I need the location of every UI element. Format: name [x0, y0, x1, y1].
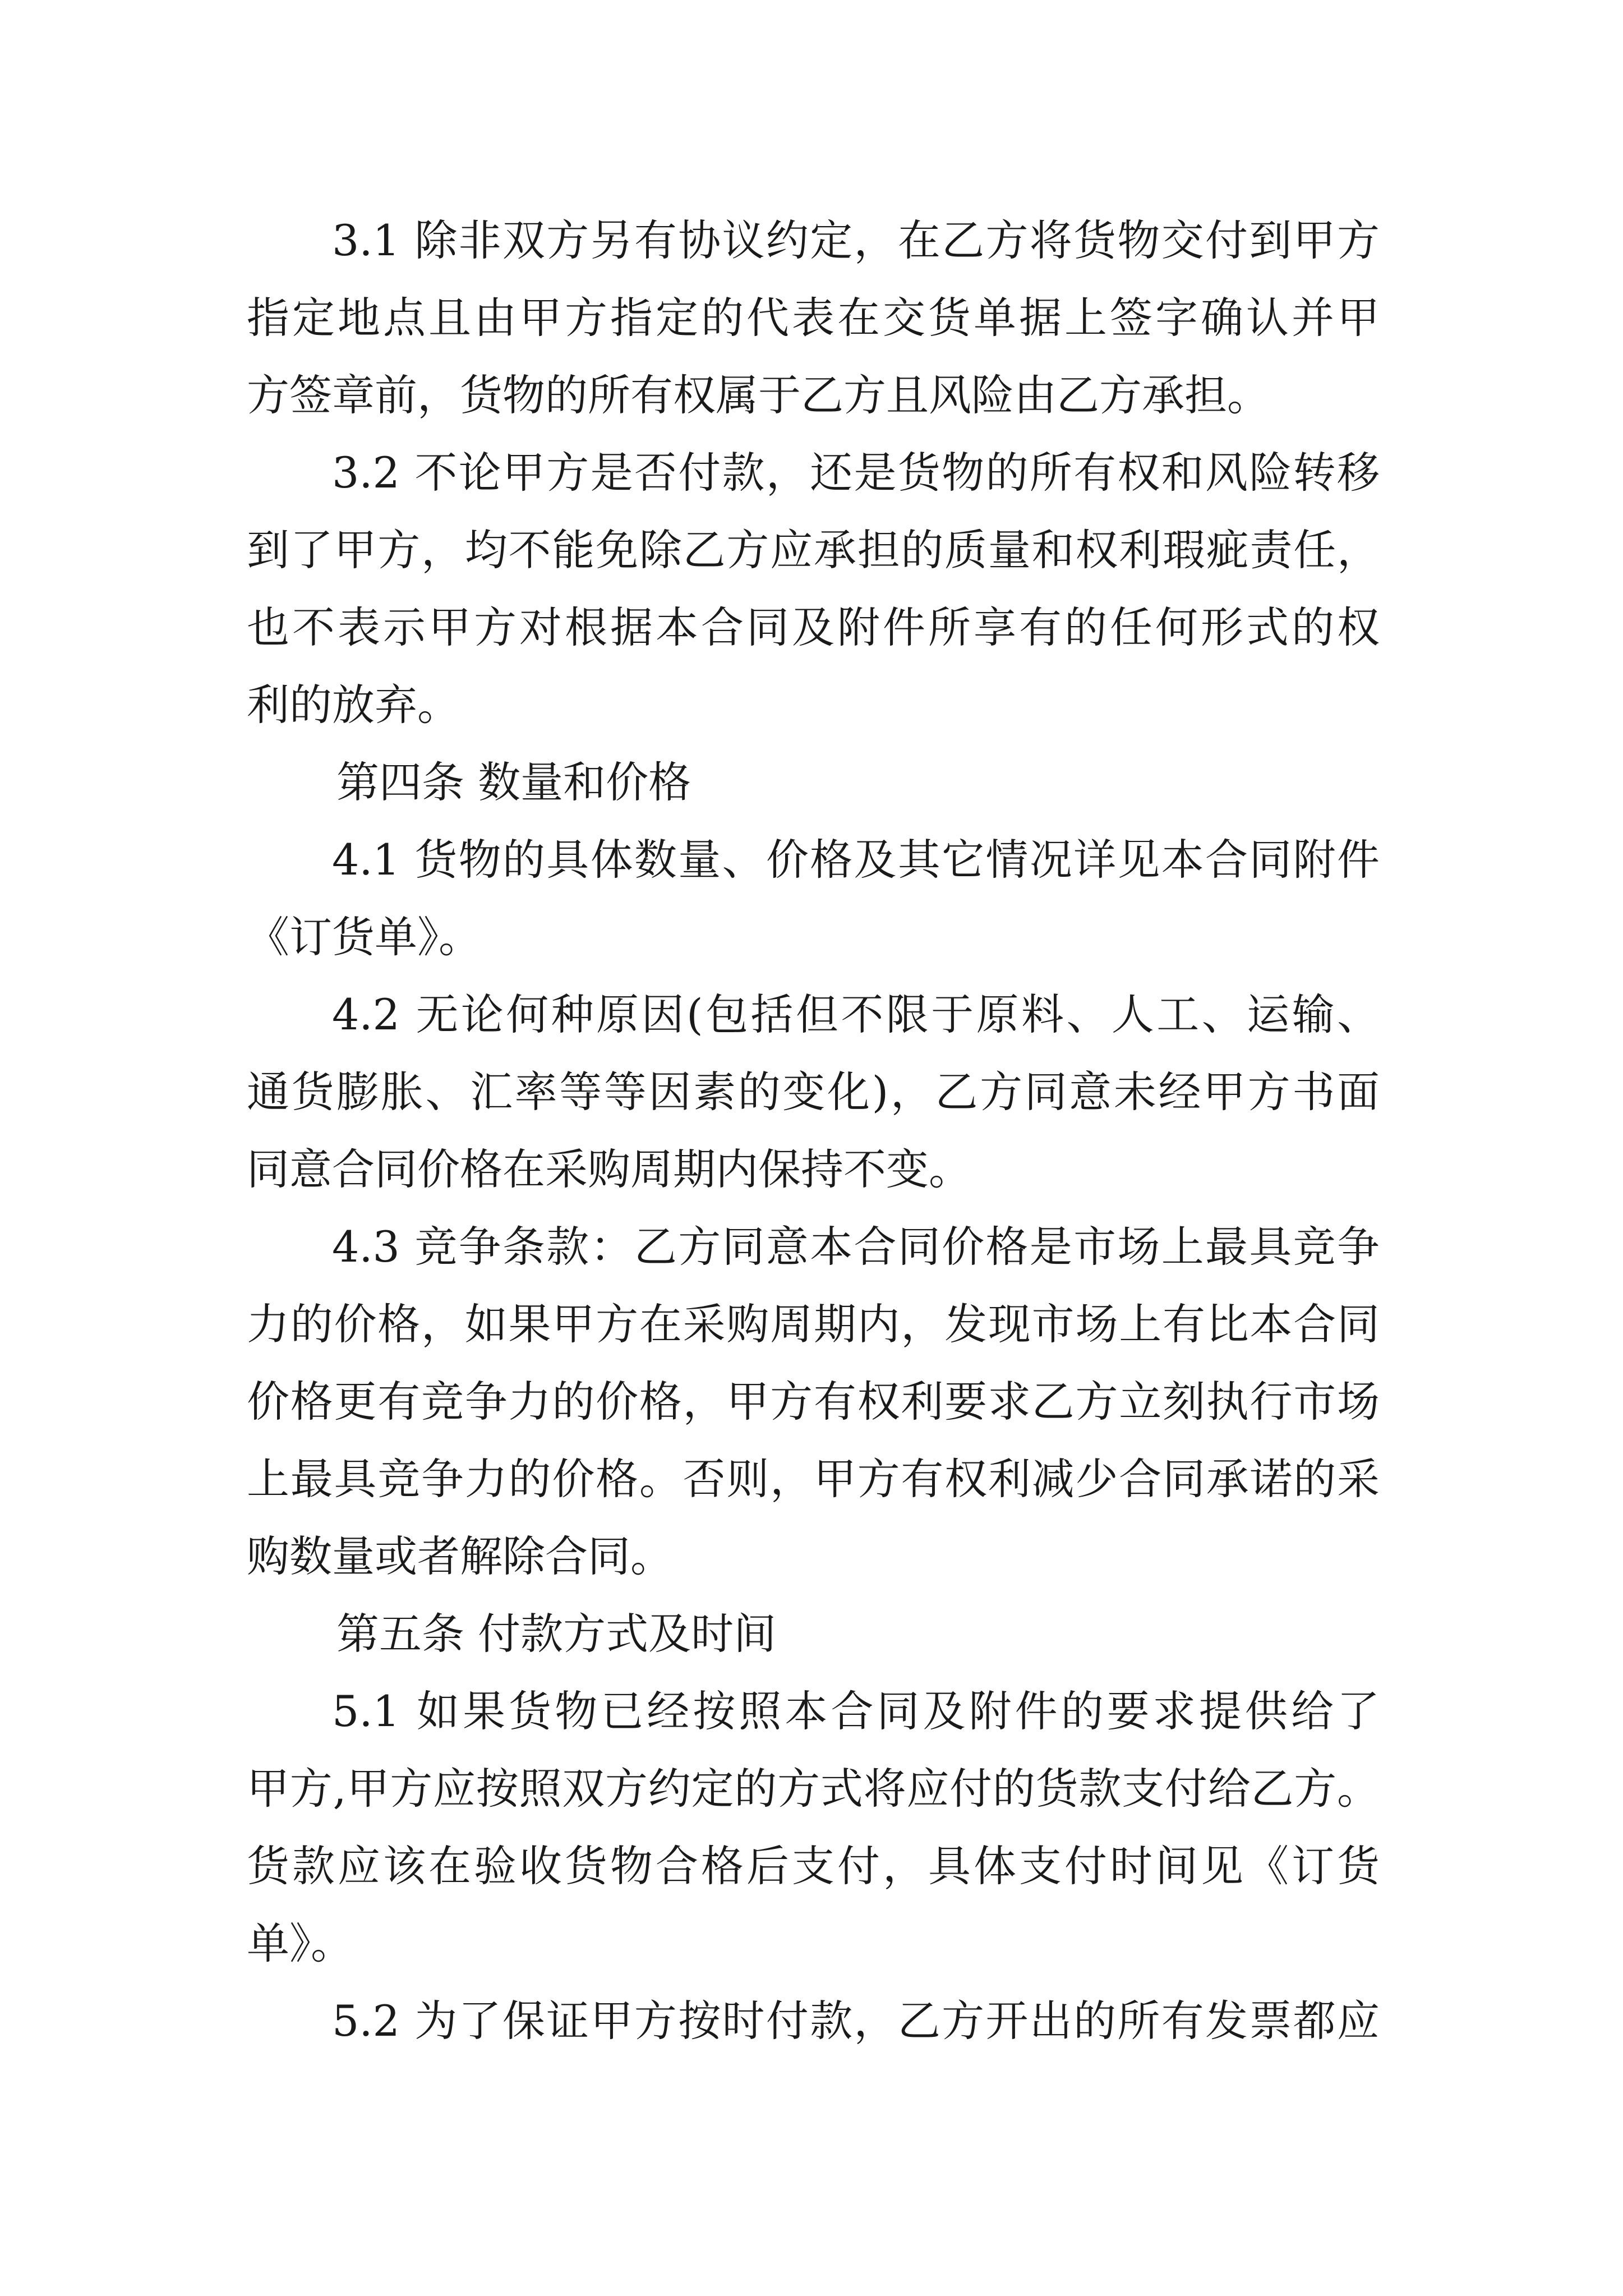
clause-4-2-line-3: 同意合同价格在采购周期内保持不变。 [247, 1144, 971, 1194]
clause-4-3-line-3: 价格更有竞争力的价格，甲方有权利要求乙方立刻执行市场 [247, 1377, 1380, 1427]
clause-3-1-line-2: 指定地点且由甲方指定的代表在交货单据上签字确认并甲 [247, 293, 1380, 343]
clause-3-2-line-4: 利的放弃。 [247, 680, 460, 730]
clause-4-1-line-1: 4.1 货物的具体数量、价格及其它情况详见本合同附件 [332, 835, 1380, 885]
clause-4-2-line-1: 4.2 无论何种原因(包括但不限于原料、人工、运输、 [332, 990, 1380, 1039]
clause-4-3-line-5: 购数量或者解除合同。 [247, 1531, 673, 1581]
clause-3-2-line-2: 到了甲方，均不能免除乙方应承担的质量和权利瑕疵责任， [247, 525, 1380, 575]
clause-4-3-line-1: 4.3 竞争条款：乙方同意本合同价格是市场上最具竞争 [332, 1222, 1380, 1272]
clause-3-1-line-1: 3.1 除非双方另有协议约定，在乙方将货物交付到甲方 [332, 215, 1380, 265]
clause-4-2-line-2: 通货膨胀、汇率等等因素的变化)，乙方同意未经甲方书面 [247, 1067, 1380, 1117]
contract-body [247, 202, 1380, 2060]
clause-5-1-line-2: 甲方,甲方应按照双方约定的方式将应付的货款支付给乙方。 [247, 1764, 1380, 1814]
clause-4-3-line-4: 上最具竞争力的价格。否则，甲方有权利减少合同承诺的采 [247, 1454, 1380, 1504]
clause-3-1-line-3: 方签章前，货物的所有权属于乙方且风险由乙方承担。 [247, 370, 1270, 420]
clause-3-2-line-1: 3.2 不论甲方是否付款，还是货物的所有权和风险转移 [332, 448, 1380, 498]
clause-5-1-line-4: 单》。 [247, 1918, 353, 1968]
clause-3-2-line-3: 也不表示甲方对根据本合同及附件所享有的任何形式的权 [247, 602, 1380, 652]
article-5-heading: 第五条 付款方式及时间 [336, 1609, 777, 1659]
clause-5-1-line-1: 5.1 如果货物已经按照本合同及附件的要求提供给了 [332, 1686, 1380, 1736]
clause-5-2-line-1: 5.2 为了保证甲方按时付款，乙方开出的所有发票都应 [332, 1996, 1380, 2046]
clause-4-3-line-2: 力的价格，如果甲方在采购周期内，发现市场上有比本合同 [247, 1299, 1380, 1349]
clause-5-1-line-3: 货款应该在验收货物合格后支付，具体支付时间见《订货 [247, 1841, 1380, 1891]
clause-4-1-line-2: 《订货单》。 [247, 912, 481, 962]
article-4-heading: 第四条 数量和价格 [336, 757, 691, 807]
